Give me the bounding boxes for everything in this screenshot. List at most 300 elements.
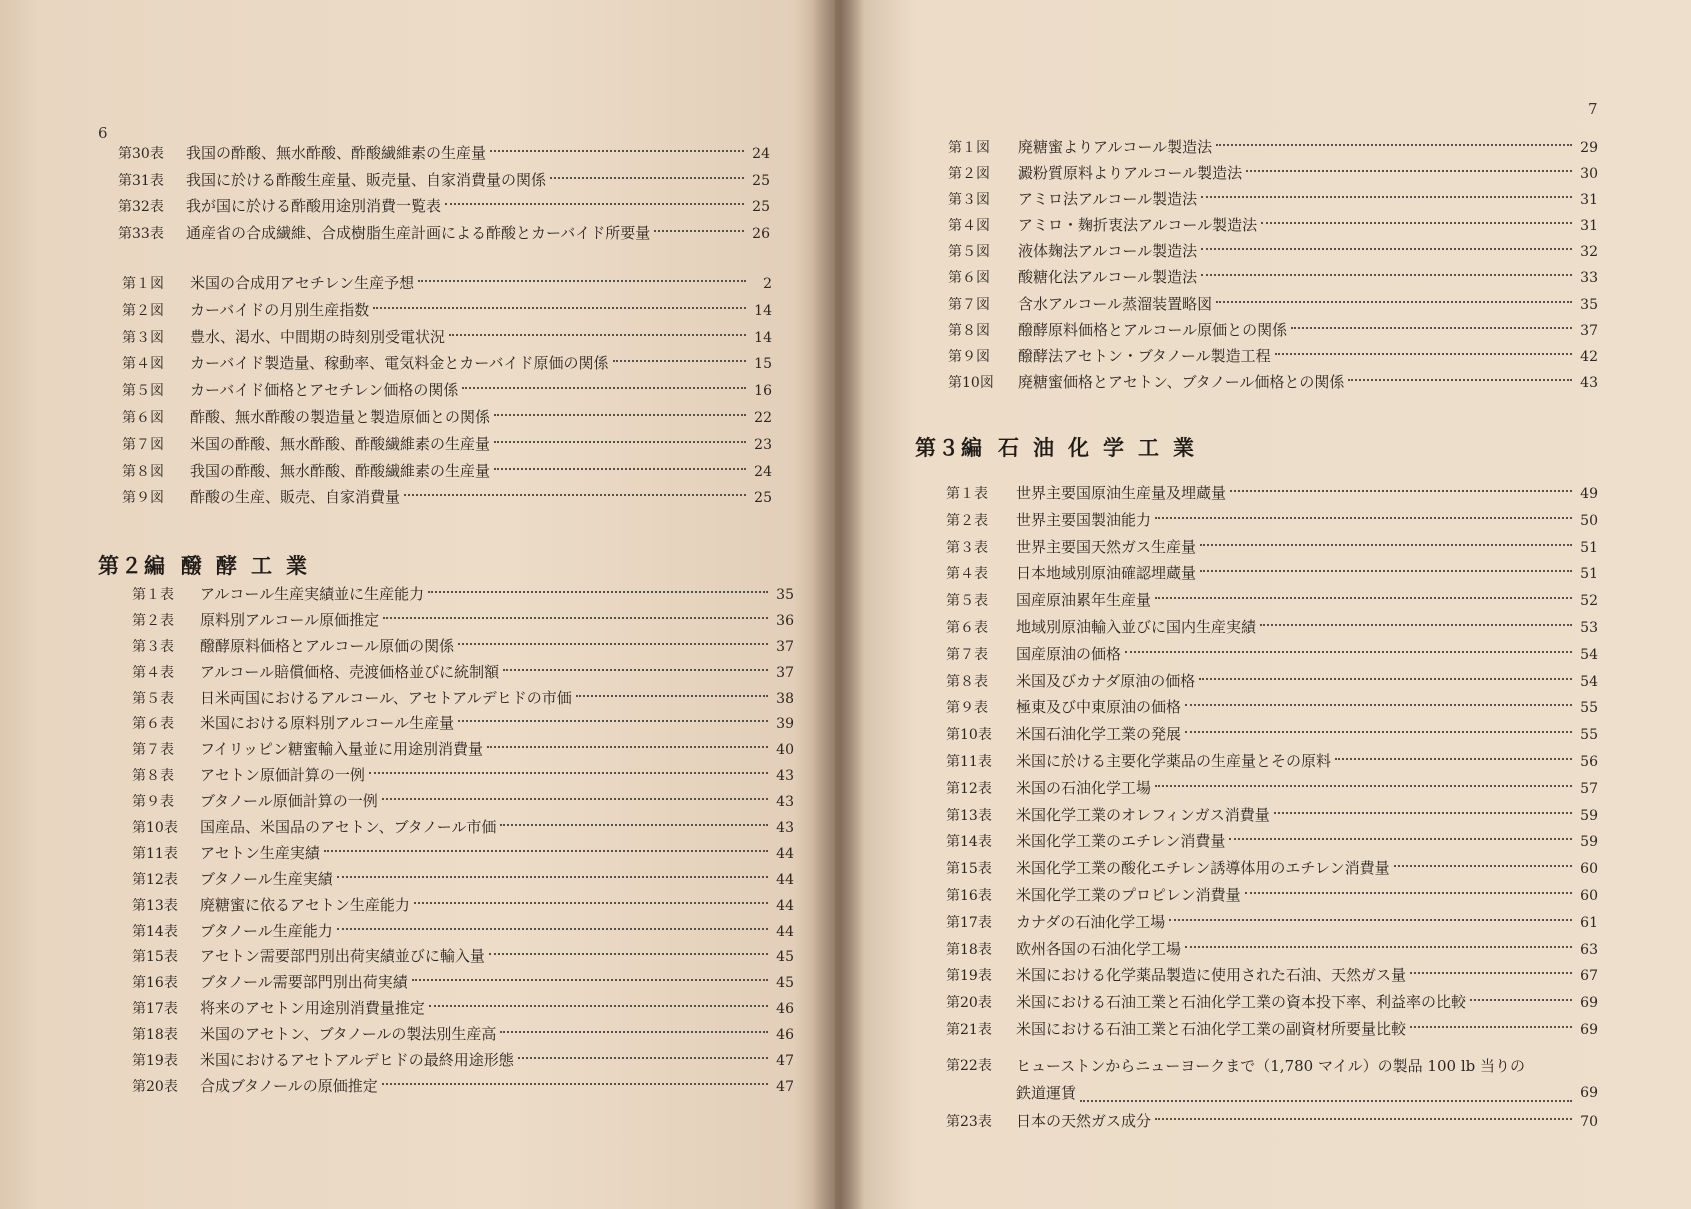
entry-title: 日本地域別原油確認埋蔵量 bbox=[1016, 564, 1197, 583]
list-item bbox=[132, 970, 794, 996]
entry-title: 米国及びカナダ原油の価格 bbox=[1016, 671, 1196, 690]
dot-leader bbox=[1246, 170, 1572, 172]
list-item bbox=[132, 815, 794, 841]
entry-page: 23 bbox=[754, 436, 772, 453]
entry-number: 第８図 bbox=[122, 463, 164, 480]
list-item bbox=[132, 608, 794, 634]
entry-number: 第９表 bbox=[946, 700, 988, 717]
dot-leader bbox=[382, 798, 768, 800]
list-item bbox=[948, 343, 1598, 369]
list-item bbox=[122, 324, 772, 351]
section-2-label: 第２編 bbox=[98, 553, 167, 578]
entry-page: 69 bbox=[1580, 995, 1598, 1012]
entry-title: 液体麹法アルコール製造法 bbox=[1018, 242, 1198, 261]
dot-leader bbox=[1245, 892, 1572, 894]
entry-page: 26 bbox=[752, 225, 770, 242]
list-item bbox=[946, 587, 1598, 614]
section-2-name: 醱酵工業 bbox=[181, 553, 321, 578]
entry-number: 第３図 bbox=[948, 192, 990, 209]
dot-leader bbox=[518, 1057, 768, 1059]
entry-page: 54 bbox=[1580, 673, 1598, 690]
entry-number: 第32表 bbox=[118, 199, 164, 215]
entry-title: 米国における化学薬品製造に使用された石油、天然ガス量 bbox=[1016, 966, 1407, 985]
list-item bbox=[132, 867, 794, 893]
list-item bbox=[948, 264, 1598, 290]
dot-leader bbox=[1261, 222, 1572, 224]
entry-title: ブタノール需要部門別出荷実績 bbox=[200, 973, 408, 992]
entry-page: 55 bbox=[1580, 700, 1598, 717]
dot-leader bbox=[429, 1005, 768, 1007]
entry-page: 63 bbox=[1580, 941, 1598, 958]
dot-leader bbox=[500, 1031, 768, 1033]
entry-title: 米国化学工業のエチレン消費量 bbox=[1016, 832, 1226, 851]
dot-leader bbox=[404, 494, 746, 496]
entry-title: 米国における原料別アルコール生産量 bbox=[200, 714, 455, 733]
entry-number: 第10図 bbox=[948, 374, 994, 391]
entry-number: 第６表 bbox=[946, 619, 988, 636]
entry-page: 60 bbox=[1580, 887, 1598, 904]
entry-title: 醱酵原料価格とアルコール原価の関係 bbox=[200, 636, 455, 655]
entry-page: 43 bbox=[776, 794, 794, 811]
list-item bbox=[946, 641, 1598, 668]
list-item bbox=[948, 317, 1598, 343]
list-item bbox=[946, 668, 1598, 695]
list-item bbox=[132, 1074, 794, 1100]
entry-page: 16 bbox=[754, 383, 772, 400]
entry-number: 第13表 bbox=[946, 807, 992, 824]
entry-page: 39 bbox=[776, 716, 794, 733]
entry-page: 55 bbox=[1580, 727, 1598, 744]
list-item bbox=[948, 186, 1598, 212]
list-item bbox=[946, 1108, 1598, 1135]
entry-number: 第30表 bbox=[118, 146, 164, 162]
section-3-list bbox=[946, 480, 1598, 1043]
entry-page: 37 bbox=[776, 664, 794, 681]
entry-page: 47 bbox=[776, 1078, 794, 1095]
dot-leader bbox=[1201, 248, 1572, 250]
right-figure-list bbox=[948, 134, 1598, 395]
book-gutter bbox=[812, 0, 864, 1209]
dot-leader bbox=[458, 643, 768, 645]
dot-leader bbox=[1155, 785, 1572, 787]
entry-number: 第３表 bbox=[946, 539, 988, 556]
entry-number: 第６図 bbox=[948, 270, 990, 287]
entry-number: 第５表 bbox=[132, 690, 174, 707]
entry-number: 第４表 bbox=[132, 664, 174, 681]
entry-number: 第15表 bbox=[946, 861, 992, 878]
entry-number: 第16表 bbox=[946, 887, 992, 904]
list-item bbox=[122, 270, 772, 297]
entry-page: 25 bbox=[752, 199, 770, 215]
list-item bbox=[946, 480, 1598, 507]
entry-title: 世界主要国天然ガス生産量 bbox=[1016, 537, 1197, 556]
list-item bbox=[118, 193, 770, 220]
list-item bbox=[122, 404, 772, 431]
entry-number: 第４図 bbox=[122, 356, 164, 373]
entry-number: 第６図 bbox=[122, 409, 164, 426]
entry-number: 第17表 bbox=[132, 1001, 178, 1018]
list-item bbox=[132, 763, 794, 789]
entry-title: 醱酵法アセトン・ブタノール製造工程 bbox=[1018, 346, 1271, 365]
entry-page: 33 bbox=[1580, 270, 1598, 287]
entry-number: 第18表 bbox=[132, 1027, 178, 1044]
list-item bbox=[946, 802, 1598, 829]
entry-title: 廃糖蜜よりアルコール製造法 bbox=[1018, 138, 1213, 156]
entry-title: 米国の合成用アセチレン生産予想 bbox=[190, 274, 415, 292]
entry-page: 56 bbox=[1580, 753, 1598, 770]
list-item bbox=[132, 996, 794, 1022]
section-3-tail bbox=[946, 1053, 1598, 1135]
dot-leader bbox=[494, 441, 746, 443]
entry-number: 第８図 bbox=[948, 322, 990, 339]
entry-title: アセトン生産実績 bbox=[200, 843, 320, 862]
entry-number: 第４表 bbox=[946, 566, 988, 583]
entry-page: 38 bbox=[776, 690, 794, 707]
entry-number: 第11表 bbox=[132, 845, 178, 862]
dot-leader bbox=[449, 334, 746, 336]
entry-page: 43 bbox=[1580, 374, 1598, 391]
entry-page: 45 bbox=[776, 975, 794, 992]
entry-title: 米国に於ける主要化学薬品の生産量とその原料 bbox=[1016, 751, 1332, 770]
list-item bbox=[132, 1022, 794, 1048]
dot-leader bbox=[418, 280, 746, 282]
entry-title: 酢酸の生産、販売、自家消費量 bbox=[190, 488, 401, 507]
dot-leader bbox=[1216, 144, 1572, 146]
dot-leader bbox=[1199, 678, 1572, 680]
entry-number: 第14表 bbox=[946, 834, 992, 851]
entry-number: 第５表 bbox=[946, 593, 988, 610]
entry-title: ブタノール原価計算の一例 bbox=[200, 792, 378, 811]
section-2-list bbox=[132, 582, 794, 1100]
list-item bbox=[946, 936, 1598, 963]
dot-leader bbox=[373, 307, 746, 309]
entry-title: カーバイド製造量、稼動率、電気料金とカーバイド原価の関係 bbox=[190, 354, 609, 373]
list-item bbox=[946, 882, 1598, 909]
section-3-heading bbox=[915, 432, 1208, 462]
list-item bbox=[946, 721, 1598, 748]
list-item bbox=[122, 350, 772, 377]
entry-title-continued: 鉄道運賃 bbox=[1016, 1084, 1077, 1103]
entry-title: 米国の石油化学工場 bbox=[1016, 778, 1152, 797]
left-figure-list bbox=[122, 270, 772, 511]
dot-leader bbox=[494, 468, 746, 470]
entry-page: 32 bbox=[1580, 244, 1598, 261]
entry-number: 第８表 bbox=[946, 673, 988, 690]
right-page-number: 7 bbox=[1588, 100, 1598, 118]
entry-page: 47 bbox=[776, 1053, 794, 1070]
entry-title: 我国の酢酸、無水酢酸、酢酸繊維素の生産量 bbox=[190, 461, 491, 480]
entry-title: 酢酸、無水酢酸の製造量と製造原価との関係 bbox=[190, 407, 491, 426]
dot-leader bbox=[1230, 490, 1572, 492]
dot-leader bbox=[1200, 570, 1572, 572]
entry-title: ブタノール生産能力 bbox=[200, 921, 333, 940]
entry-number: 第３図 bbox=[122, 329, 164, 346]
entry-page: 44 bbox=[776, 871, 794, 888]
entry-number: 第10表 bbox=[132, 820, 178, 837]
list-item bbox=[946, 507, 1598, 534]
list-item bbox=[132, 789, 794, 815]
entry-number: 第19表 bbox=[132, 1053, 178, 1070]
entry-number: 第１図 bbox=[948, 140, 990, 156]
entry-title: 世界主要国原油生産量及埋蔵量 bbox=[1016, 484, 1227, 502]
dot-leader bbox=[1155, 1118, 1572, 1120]
entry-title: 米国における石油工業と石油化学工業の副資材所要量比較 bbox=[1016, 1019, 1407, 1038]
entry-title: カナダの石油化学工場 bbox=[1016, 912, 1166, 931]
dot-leader bbox=[1155, 597, 1572, 599]
entry-title: 澱粉質原料よりアルコール製造法 bbox=[1018, 164, 1243, 183]
dot-leader bbox=[494, 414, 746, 416]
entry-title: 日米両国におけるアルコール、アセトアルデヒドの市価 bbox=[200, 688, 572, 707]
entry-page: 2 bbox=[763, 276, 772, 292]
list-item bbox=[132, 737, 794, 763]
dot-leader bbox=[490, 150, 744, 152]
dot-leader bbox=[1410, 1026, 1572, 1028]
dot-leader bbox=[1260, 624, 1572, 626]
dot-leader bbox=[445, 203, 744, 205]
entry-title: 原料別アルコール原価推定 bbox=[200, 610, 380, 629]
entry-title: アルコール生産実績並に生産能力 bbox=[200, 585, 425, 603]
list-item bbox=[132, 582, 794, 608]
dot-leader bbox=[1348, 379, 1572, 381]
dot-leader bbox=[1169, 919, 1572, 921]
list-item bbox=[948, 369, 1598, 395]
entry-page: 51 bbox=[1580, 539, 1598, 556]
entry-number: 第13表 bbox=[132, 897, 178, 914]
entry-title: フイリッピン糖蜜輸入量並に用途別消費量 bbox=[200, 740, 484, 759]
entry-number: 第２表 bbox=[132, 612, 174, 629]
list-item bbox=[132, 919, 794, 945]
entry-page: 14 bbox=[754, 329, 772, 346]
list-item bbox=[946, 694, 1598, 721]
entry-page: 37 bbox=[1580, 322, 1598, 339]
entry-number: 第９表 bbox=[132, 794, 174, 811]
dot-leader bbox=[1185, 946, 1572, 948]
entry-number: 第22表 bbox=[946, 1058, 992, 1074]
list-item bbox=[132, 686, 794, 712]
dot-leader bbox=[324, 850, 768, 852]
entry-title: 米国における石油工業と石油化学工業の資本投下率、利益率の比較 bbox=[1016, 993, 1467, 1012]
entry-title: 米国化学工業の酸化エチレン誘導体用のエチレン消費量 bbox=[1016, 859, 1390, 878]
list-item bbox=[132, 1048, 794, 1074]
list-item bbox=[946, 828, 1598, 855]
entry-number: 第８表 bbox=[132, 768, 174, 785]
entry-page: 67 bbox=[1580, 968, 1598, 985]
dot-leader bbox=[1155, 517, 1572, 519]
dot-leader bbox=[1335, 758, 1572, 760]
entry-page: 37 bbox=[776, 638, 794, 655]
dot-leader bbox=[1274, 812, 1572, 814]
entry-number: 第12表 bbox=[946, 780, 992, 797]
entry-page: 31 bbox=[1580, 218, 1598, 235]
entry-page: 59 bbox=[1580, 834, 1598, 851]
entry-title: アミロ法アルコール製造法 bbox=[1018, 190, 1198, 209]
list-item bbox=[132, 711, 794, 737]
entry-title: 通産省の合成繊維、合成樹脂生産計画による酢酸とカーバイド所要量 bbox=[186, 223, 651, 242]
dot-leader bbox=[412, 979, 768, 981]
list-item bbox=[118, 167, 770, 194]
dot-leader bbox=[1470, 999, 1572, 1001]
entry-page: 35 bbox=[1580, 296, 1598, 313]
list-item bbox=[948, 291, 1598, 317]
entry-title: 国産原油の価格 bbox=[1016, 644, 1122, 663]
dot-leader bbox=[1201, 196, 1572, 198]
entry-page: 54 bbox=[1580, 646, 1598, 663]
entry-title: 豊水、渇水、中間期の時刻別受電状況 bbox=[190, 327, 446, 346]
entry-title: カーバイド価格とアセチレン価格の関係 bbox=[190, 381, 459, 400]
list-item bbox=[132, 634, 794, 660]
left-page-number: 6 bbox=[98, 124, 108, 142]
entry-page: 24 bbox=[752, 146, 770, 162]
entry-number: 第10表 bbox=[946, 727, 992, 744]
entry-page: 44 bbox=[776, 897, 794, 914]
entry-page: 51 bbox=[1580, 566, 1598, 583]
dot-leader bbox=[337, 928, 768, 930]
entry-number: 第９図 bbox=[122, 490, 164, 507]
entry-title: 日本の天然ガス成分 bbox=[1016, 1111, 1152, 1130]
list-item bbox=[948, 160, 1598, 186]
entry-number: 第19表 bbox=[946, 968, 992, 985]
dot-leader bbox=[487, 746, 768, 748]
entry-number: 第11表 bbox=[946, 753, 992, 770]
entry-page: 50 bbox=[1580, 512, 1598, 529]
entry-title: 米国におけるアセトアルデヒドの最終用途形態 bbox=[200, 1051, 514, 1070]
dot-leader bbox=[1201, 274, 1572, 276]
entry-number: 第１図 bbox=[122, 276, 164, 292]
list-item bbox=[946, 534, 1598, 561]
entry-page: 70 bbox=[1580, 1113, 1598, 1130]
dot-leader bbox=[503, 669, 768, 671]
entry-number: 第23表 bbox=[946, 1113, 992, 1130]
list-item bbox=[118, 220, 770, 247]
entry-title: 欧州各国の石油化学工場 bbox=[1016, 939, 1182, 958]
entry-number: 第７図 bbox=[948, 296, 990, 313]
entry-number: 第６表 bbox=[132, 716, 174, 733]
list-item bbox=[122, 377, 772, 404]
entry-number: 第20表 bbox=[946, 995, 992, 1012]
dot-leader bbox=[1200, 544, 1572, 546]
list-item bbox=[946, 560, 1598, 587]
entry-title: 米国化学工業のプロピレン消費量 bbox=[1016, 885, 1241, 904]
list-item bbox=[946, 989, 1598, 1016]
entry-title: 国産品、米国品のアセトン、ブタノール市価 bbox=[200, 818, 497, 837]
list-item bbox=[948, 238, 1598, 264]
entry-page: 46 bbox=[776, 1001, 794, 1018]
dot-leader bbox=[576, 695, 768, 697]
entry-page: 22 bbox=[754, 409, 772, 426]
entry-page: 29 bbox=[1580, 140, 1598, 156]
entry-number: 第12表 bbox=[132, 871, 178, 888]
list-item bbox=[122, 297, 772, 324]
entry-title: 我国の酢酸、無水酢酸、酢酸繊維素の生産量 bbox=[186, 144, 487, 162]
entry-title: 我国に於ける酢酸生産量、販売量、自家消費量の関係 bbox=[186, 170, 547, 189]
section-2-heading bbox=[98, 550, 321, 580]
entry-page: 30 bbox=[1580, 166, 1598, 183]
list-item bbox=[946, 775, 1598, 802]
list-item bbox=[948, 134, 1598, 160]
entry-number: 第31表 bbox=[118, 172, 164, 189]
dot-leader bbox=[1410, 972, 1572, 974]
list-item bbox=[946, 909, 1598, 936]
list-item bbox=[946, 962, 1598, 989]
entry-title: 米国のアセトン、ブタノールの製法別生産高 bbox=[200, 1025, 497, 1044]
entry-title: アミロ・麹折衷法アルコール製造法 bbox=[1018, 216, 1258, 235]
entry-number: 第21表 bbox=[946, 1021, 992, 1038]
dot-leader bbox=[500, 824, 768, 826]
entry-number: 第15表 bbox=[132, 949, 178, 966]
entry-page: 44 bbox=[776, 845, 794, 862]
entry-number: 第７表 bbox=[946, 646, 988, 663]
entry-number: 第20表 bbox=[132, 1078, 178, 1095]
dot-leader bbox=[369, 772, 768, 774]
entry-page: 25 bbox=[754, 490, 772, 507]
entry-page: 31 bbox=[1580, 192, 1598, 209]
entry-number: 第18表 bbox=[946, 941, 992, 958]
dot-leader bbox=[613, 360, 746, 362]
entry-number: 第９図 bbox=[948, 348, 990, 365]
dot-leader bbox=[414, 902, 768, 904]
entry-page: 43 bbox=[776, 768, 794, 785]
entry-page: 24 bbox=[754, 463, 772, 480]
list-item bbox=[122, 458, 772, 485]
list-item bbox=[122, 484, 772, 511]
entry-number: 第14表 bbox=[132, 923, 178, 940]
section-3-label: 第３編 bbox=[915, 435, 984, 460]
entry-page: 46 bbox=[776, 1027, 794, 1044]
entry-page: 42 bbox=[1580, 348, 1598, 365]
entry-number: 第２表 bbox=[946, 512, 988, 529]
entry-title: カーバイドの月別生産指数 bbox=[190, 300, 370, 319]
list-item bbox=[946, 748, 1598, 775]
entry-title: 国産原油累年生産量 bbox=[1016, 591, 1152, 610]
entry-page: 40 bbox=[776, 742, 794, 759]
dot-leader bbox=[1185, 731, 1572, 733]
entry-title: 廃糖蜜に依るアセトン生産能力 bbox=[200, 895, 410, 914]
entry-page: 36 bbox=[776, 612, 794, 629]
dot-leader bbox=[550, 177, 744, 179]
list-item bbox=[946, 855, 1598, 882]
list-item bbox=[946, 614, 1598, 641]
entry-number: 第７図 bbox=[122, 436, 164, 453]
dot-leader bbox=[1291, 327, 1572, 329]
dot-leader bbox=[1080, 1074, 1572, 1101]
entry-title: 地域別原油輸入並びに国内生産実績 bbox=[1016, 617, 1257, 636]
entry-page: 14 bbox=[754, 302, 772, 319]
entry-number: 第１表 bbox=[132, 587, 174, 603]
entry-page: 25 bbox=[752, 172, 770, 189]
list-item bbox=[132, 944, 794, 970]
entry-number: 第５図 bbox=[122, 383, 164, 400]
entry-title: ヒューストンからニューヨークまで（1,780 マイル）の製品 100 lb 当りの bbox=[1016, 1057, 1525, 1075]
entry-number: 第33表 bbox=[118, 225, 164, 242]
entry-page: 69 bbox=[1580, 1085, 1598, 1102]
dot-leader bbox=[458, 720, 768, 722]
entry-number: 第１表 bbox=[946, 486, 988, 502]
list-item bbox=[122, 431, 772, 458]
entry-page: 61 bbox=[1580, 914, 1598, 931]
entry-title: 酸糖化法アルコール製造法 bbox=[1018, 268, 1198, 287]
entry-number: 第２図 bbox=[948, 166, 990, 183]
entry-page: 59 bbox=[1580, 807, 1598, 824]
entry-title: アセトン需要部門別出荷実績並びに輸入量 bbox=[200, 947, 485, 966]
dot-leader bbox=[462, 387, 746, 389]
entry-title: 醱酵原料価格とアルコール原価との関係 bbox=[1018, 320, 1288, 339]
list-item bbox=[118, 140, 770, 167]
entry-title: 米国の酢酸、無水酢酸、酢酸繊維素の生産量 bbox=[190, 434, 491, 453]
entry-number: 第４図 bbox=[948, 218, 990, 235]
dot-leader bbox=[1185, 704, 1572, 706]
list-item bbox=[948, 212, 1598, 238]
entry-number: 第５図 bbox=[948, 244, 990, 261]
